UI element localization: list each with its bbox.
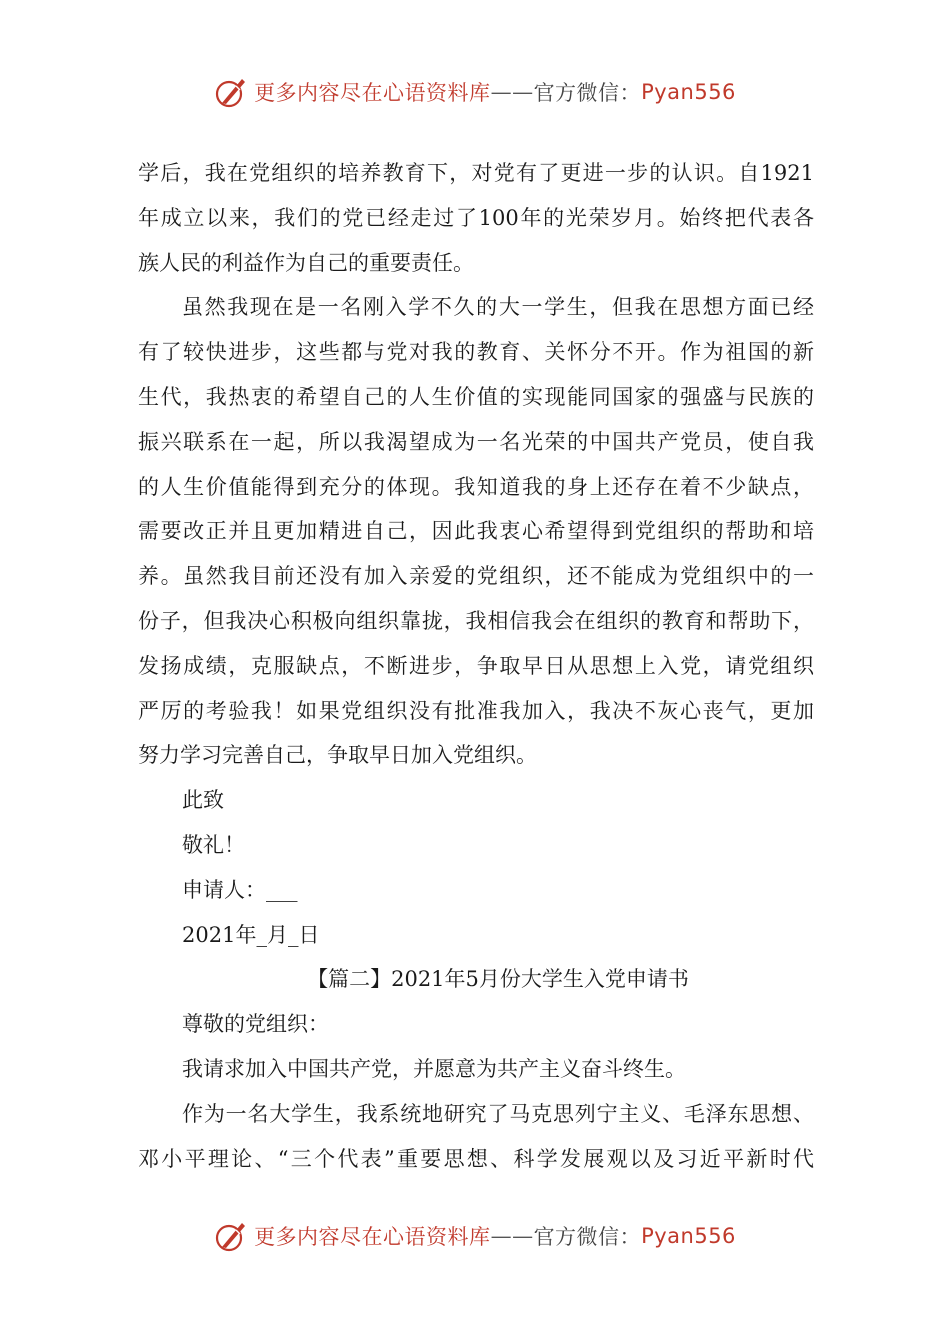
- quill-logo-icon: [214, 1219, 248, 1253]
- text-line: 需要改正并且更加精进自己，因此我衷心希望得到党组织的帮助和培: [138, 519, 814, 544]
- date-line: 2021年_月_日: [182, 922, 320, 947]
- banner-separator: ——: [490, 80, 534, 104]
- text-line: 努力学习完善自己，争取早日加入党组织。: [138, 743, 537, 768]
- closing-regards: 敬礼！: [182, 832, 245, 857]
- text-line: 养。虽然我目前还没有加入亲爱的党组织，还不能成为党组织中的一: [138, 564, 814, 589]
- text-line: 虽然我现在是一名刚入学不久的大一学生，但我在思想方面已经: [182, 295, 814, 320]
- text-line: 邓小平理论、“三个代表”重要思想、科学发展观以及习近平新时代: [138, 1146, 814, 1171]
- text-line: 发扬成绩，克服缺点，不断进步，争取早日从思想上入党，请党组织: [138, 653, 814, 678]
- text-line: 份子，但我决心积极向组织靠拢，我相信我会在组织的教育和帮助下，: [138, 608, 814, 633]
- text-line: 有了较快进步，这些都与党对我的教育、关怀分不开。作为祖国的新: [138, 340, 814, 365]
- footer-watermark-banner: [0, 1216, 950, 1256]
- document-body: [138, 151, 814, 1181]
- text-line: 振兴联系在一起，所以我渴望成为一名光荣的中国共产党员，使自我: [138, 429, 814, 454]
- banner-wechat-id: Pyan556: [641, 80, 736, 104]
- banner-separator: ——: [490, 1224, 534, 1248]
- text-line: 族人民的利益作为自己的重要责任。: [138, 250, 474, 275]
- text-line: 年成立以来，我们的党已经走过了100年的光荣岁月。始终把代表各: [138, 205, 814, 230]
- banner-wechat-label: 官方微信：: [533, 1225, 642, 1249]
- banner-title: 更多内容尽在心语资料库: [254, 81, 491, 105]
- quill-logo-icon: [214, 75, 248, 109]
- closing-salutation: 此致: [182, 788, 224, 813]
- text-line: 我请求加入中国共产党，并愿意为共产主义奋斗终生。: [182, 1056, 686, 1081]
- banner-title: 更多内容尽在心语资料库: [254, 1225, 491, 1249]
- banner-wechat-label: 官方微信：: [533, 81, 642, 105]
- greeting: 尊敬的党组织：: [182, 1012, 329, 1037]
- section-heading: 【篇二】2021年5月份大学生入党申请书: [307, 967, 689, 992]
- text-line: 严厉的考验我！如果党组织没有批准我加入，我决不灰心丧气，更加: [138, 698, 814, 723]
- banner-wechat-id: Pyan556: [641, 1224, 736, 1248]
- text-line: 的人生价值能得到充分的体现。我知道我的身上还存在着不少缺点，: [138, 474, 814, 499]
- text-line: 学后，我在党组织的培养教育下，对党有了更进一步的认识。自1921: [138, 161, 814, 185]
- applicant-signature: 申请人：___: [182, 877, 298, 902]
- header-watermark-banner: [0, 72, 950, 112]
- text-line: 作为一名大学生，我系统地研究了马克思列宁主义、毛泽东思想、: [182, 1101, 814, 1126]
- text-line: 生代，我热衷的希望自己的人生价值的实现能同国家的强盛与民族的: [138, 384, 814, 409]
